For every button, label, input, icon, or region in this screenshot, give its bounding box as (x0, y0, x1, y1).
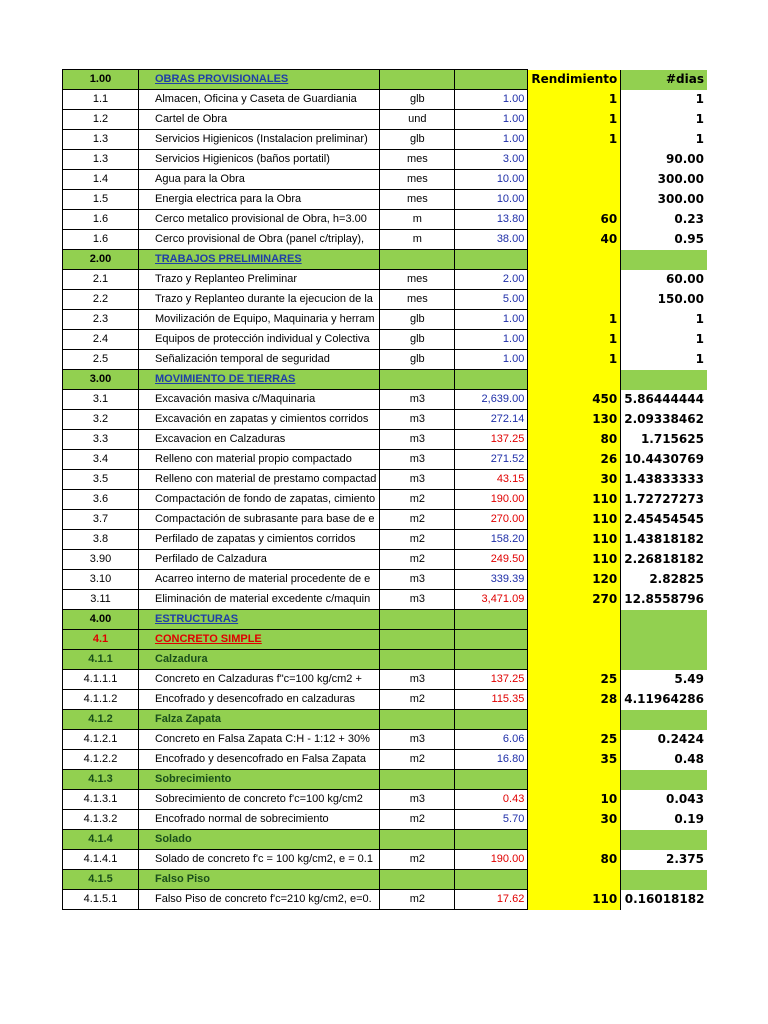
description-cell[interactable]: Perfilado de zapatas y cimientos corridos (139, 530, 380, 550)
table-row (63, 290, 708, 310)
dias-cell[interactable] (621, 770, 708, 790)
item-code-cell[interactable]: 1.3 (63, 150, 139, 170)
table-row (63, 90, 708, 110)
description-cell[interactable]: Energia electrica para la Obra (139, 190, 380, 210)
dias-cell[interactable]: 1.43818182 (624, 532, 704, 546)
dias-cell[interactable]: 0.2424 (657, 732, 704, 746)
unit-cell[interactable]: mes (380, 150, 455, 170)
header-row (63, 70, 708, 90)
dias-cell[interactable] (621, 370, 708, 390)
unit-cell[interactable]: m2 (380, 490, 455, 510)
dias-cell[interactable]: 90.00 (666, 152, 704, 166)
table-row (63, 130, 708, 150)
quantity-cell[interactable]: 115.35 (455, 690, 528, 710)
table-row (63, 210, 708, 230)
unit-cell[interactable]: mes (380, 290, 455, 310)
quantity-cell[interactable]: 13.80 (455, 210, 528, 230)
rendimiento-cell[interactable]: 270 (528, 590, 621, 610)
dias-cell[interactable] (621, 650, 708, 670)
item-code-cell[interactable]: 3.10 (63, 570, 139, 590)
rendimiento-cell[interactable]: 1 (528, 130, 621, 150)
description-cell[interactable]: Cartel de Obra (139, 110, 380, 130)
unit-cell[interactable]: m2 (380, 850, 455, 870)
dias-cell[interactable]: 0.19 (674, 812, 704, 826)
rendimiento-cell[interactable]: 110 (528, 550, 621, 570)
description-cell[interactable]: Servicios Higienicos (baños portatil) (139, 150, 380, 170)
table-row (63, 890, 708, 910)
item-code-cell[interactable]: 1.4 (63, 170, 139, 190)
quantity-cell[interactable] (455, 250, 528, 270)
rendimiento-cell[interactable] (528, 250, 621, 270)
dias-cell[interactable]: 2.375 (666, 852, 704, 866)
unit-cell[interactable] (380, 830, 455, 850)
dias-cell[interactable]: 1.72727273 (624, 492, 704, 506)
table-row (63, 150, 708, 170)
description-cell[interactable]: Cerco metalico provisional de Obra, h=3.00 (139, 210, 380, 230)
dias-cell[interactable] (621, 870, 708, 890)
item-code-cell[interactable]: 3.3 (63, 430, 139, 450)
dias-cell[interactable]: 12.8558796 (624, 592, 704, 606)
unit-cell[interactable]: glb (380, 130, 455, 150)
description-cell[interactable]: Excavacion en Calzaduras (139, 430, 380, 450)
dias-cell[interactable]: 1 (695, 332, 704, 346)
unit-cell[interactable] (380, 770, 455, 790)
unit-cell[interactable] (380, 870, 455, 890)
item-code-cell[interactable]: 2.00 (63, 250, 139, 270)
description-cell[interactable]: Compactación de fondo de zapatas, cimiento (139, 490, 380, 510)
item-code-cell[interactable]: 4.1.2.1 (63, 730, 139, 750)
quantity-cell[interactable] (455, 710, 528, 730)
dias-cell[interactable] (621, 630, 708, 650)
table-row (63, 550, 708, 570)
unit-cell[interactable]: m3 (380, 450, 455, 470)
description-cell[interactable]: Relleno con material de prestamo compactad (139, 470, 380, 490)
quantity-cell[interactable]: 1.00 (455, 110, 528, 130)
rendimiento-cell[interactable] (528, 370, 621, 390)
quantity-cell[interactable] (455, 870, 528, 890)
description-cell[interactable]: TRABAJOS PRELIMINARES (139, 250, 380, 270)
table-row (63, 790, 708, 810)
quantity-cell[interactable]: 249.50 (455, 550, 528, 570)
rendimiento-cell[interactable]: 80 (528, 850, 621, 870)
item-code-cell[interactable]: 3.7 (63, 510, 139, 530)
description-cell[interactable]: Falza Zapata (139, 710, 380, 730)
description-cell[interactable]: Concreto en Falsa Zapata C:H - 1:12 + 30% (139, 730, 380, 750)
description-cell[interactable]: Encofrado normal de sobrecimiento (139, 810, 380, 830)
rendimiento-cell[interactable]: 1 (528, 110, 621, 130)
description-cell[interactable]: Concreto en Calzaduras f"c=100 kg/cm2 + (139, 670, 380, 690)
description-cell[interactable]: MOVIMIENTO DE TIERRAS (139, 370, 380, 390)
dias-cell[interactable]: 0.23 (674, 212, 704, 226)
table-row (63, 670, 708, 690)
quantity-cell[interactable]: 339.39 (455, 570, 528, 590)
subsection-row (63, 650, 708, 670)
dias-cell[interactable]: 1.715625 (640, 432, 704, 446)
item-code-cell[interactable]: 3.00 (63, 370, 139, 390)
rendimiento-cell[interactable] (528, 650, 621, 670)
quantity-cell[interactable]: 43.15 (455, 470, 528, 490)
description-cell[interactable]: Compactación de subrasante para base de e (139, 510, 380, 530)
unit-cell[interactable]: m3 (380, 790, 455, 810)
quantity-cell[interactable]: 3.00 (455, 150, 528, 170)
item-code-cell[interactable]: 3.1 (63, 390, 139, 410)
subsection-row (63, 830, 708, 850)
quantity-cell[interactable]: 1.00 (455, 90, 528, 110)
unit-cell[interactable]: m3 (380, 410, 455, 430)
item-code-cell[interactable]: 3.4 (63, 450, 139, 470)
dias-cell[interactable]: 0.95 (674, 232, 704, 246)
quantity-cell[interactable]: 137.25 (455, 430, 528, 450)
description-cell[interactable]: Almacen, Oficina y Caseta de Guardiania (139, 90, 380, 110)
rendimiento-cell[interactable] (528, 710, 621, 730)
item-code-cell[interactable]: 2.5 (63, 350, 139, 370)
item-code-cell[interactable]: 4.1.3.1 (63, 790, 139, 810)
header-item-cell[interactable]: 1.00 (63, 70, 139, 90)
quantity-cell[interactable]: 1.00 (455, 310, 528, 330)
table-row (63, 510, 708, 530)
quantity-cell[interactable] (455, 830, 528, 850)
unit-cell[interactable] (380, 250, 455, 270)
dias-cell[interactable]: 150.00 (657, 292, 704, 306)
rendimiento-cell[interactable]: 26 (528, 450, 621, 470)
unit-cell[interactable]: m3 (380, 430, 455, 450)
dias-cell[interactable]: 4.11964286 (624, 692, 704, 706)
item-code-cell[interactable]: 4.1.4 (63, 830, 139, 850)
quantity-cell[interactable]: 1.00 (455, 330, 528, 350)
description-cell[interactable]: Trazo y Replanteo durante la ejecucion de la (139, 290, 380, 310)
dias-cell[interactable]: 1 (695, 352, 704, 366)
header-description-cell[interactable]: OBRAS PROVISIONALES (139, 70, 380, 90)
rendimiento-cell[interactable] (528, 150, 621, 170)
description-cell[interactable]: Acarreo interno de material procedente de e (139, 570, 380, 590)
description-cell[interactable]: CONCRETO SIMPLE (139, 630, 380, 650)
rendimiento-cell[interactable]: 110 (528, 530, 621, 550)
quantity-cell[interactable]: 17.62 (455, 890, 528, 910)
rendimiento-cell[interactable]: 1 (528, 90, 621, 110)
rendimiento-cell[interactable]: 35 (528, 750, 621, 770)
item-code-cell[interactable]: 1.1 (63, 90, 139, 110)
quantity-cell[interactable]: 190.00 (455, 850, 528, 870)
quantity-cell[interactable]: 38.00 (455, 230, 528, 250)
quantity-cell[interactable]: 3,471.09 (455, 590, 528, 610)
unit-cell[interactable]: m3 (380, 730, 455, 750)
rendimiento-cell[interactable]: 110 (528, 510, 621, 530)
unit-cell[interactable]: m2 (380, 510, 455, 530)
description-cell[interactable]: Cerco provisional de Obra (panel c/triplay), (139, 230, 380, 250)
rendimiento-cell[interactable]: 40 (528, 230, 621, 250)
spreadsheet-table (62, 69, 708, 910)
dias-cell[interactable] (621, 250, 708, 270)
quantity-cell[interactable]: 10.00 (455, 170, 528, 190)
quantity-cell[interactable]: 1.00 (455, 130, 528, 150)
description-cell[interactable]: Encofrado y desencofrado en calzaduras (139, 690, 380, 710)
table-row (63, 410, 708, 430)
item-code-cell[interactable]: 3.11 (63, 590, 139, 610)
quantity-cell[interactable] (455, 370, 528, 390)
rendimiento-cell[interactable]: 60 (528, 210, 621, 230)
header-qty-cell[interactable] (455, 70, 528, 90)
description-cell[interactable]: Relleno con material propio compactado (139, 450, 380, 470)
rendimiento-cell[interactable]: 130 (528, 410, 621, 430)
item-code-cell[interactable]: 4.1.3.2 (63, 810, 139, 830)
item-code-cell[interactable]: 1.2 (63, 110, 139, 130)
item-code-cell[interactable]: 3.5 (63, 470, 139, 490)
dias-cell[interactable]: 300.00 (657, 192, 704, 206)
table-row (63, 690, 708, 710)
dias-cell[interactable]: 0.48 (674, 752, 704, 766)
quantity-cell[interactable] (455, 650, 528, 670)
dias-cell[interactable]: 2.82825 (649, 572, 704, 586)
table-row (63, 570, 708, 590)
quantity-cell[interactable]: 5.00 (455, 290, 528, 310)
description-cell[interactable]: Falso Piso (139, 870, 380, 890)
unit-cell[interactable]: m2 (380, 810, 455, 830)
item-code-cell[interactable]: 2.3 (63, 310, 139, 330)
unit-cell[interactable]: glb (380, 350, 455, 370)
rendimiento-cell[interactable]: 110 (528, 490, 621, 510)
quantity-cell[interactable]: 190.00 (455, 490, 528, 510)
rendimiento-cell[interactable] (528, 770, 621, 790)
quantity-cell[interactable] (455, 630, 528, 650)
dias-cell[interactable]: 2.26818182 (624, 552, 704, 566)
unit-cell[interactable] (380, 370, 455, 390)
description-cell[interactable]: Excavación en zapatas y cimientos corridos (139, 410, 380, 430)
unit-cell[interactable]: glb (380, 310, 455, 330)
dias-cell[interactable]: 0.043 (666, 792, 704, 806)
description-cell[interactable]: Encofrado y desencofrado en Falsa Zapata (139, 750, 380, 770)
dias-cell[interactable]: 1 (695, 112, 704, 126)
item-code-cell[interactable]: 1.6 (63, 230, 139, 250)
unit-cell[interactable]: m3 (380, 470, 455, 490)
dias-cell[interactable]: 300.00 (657, 172, 704, 186)
unit-cell[interactable]: m3 (380, 390, 455, 410)
item-code-cell[interactable]: 4.1.1.1 (63, 670, 139, 690)
table-row (63, 750, 708, 770)
dias-cell[interactable]: 0.16018182 (624, 892, 705, 906)
quantity-cell[interactable]: 270.00 (455, 510, 528, 530)
item-code-cell[interactable]: 1.5 (63, 190, 139, 210)
rendimiento-cell[interactable]: 120 (528, 570, 621, 590)
description-cell[interactable]: Solado (139, 830, 380, 850)
section-row (63, 250, 708, 270)
table-row (63, 470, 708, 490)
description-cell[interactable]: Sobrecimiento de concreto f'c=100 kg/cm2 (139, 790, 380, 810)
table-row (63, 170, 708, 190)
unit-cell[interactable]: mes (380, 190, 455, 210)
rendimiento-cell[interactable]: 450 (528, 390, 621, 410)
unit-cell[interactable] (380, 710, 455, 730)
unit-cell[interactable]: m3 (380, 590, 455, 610)
description-cell[interactable]: Solado de concreto f'c = 100 kg/cm2, e = 0.1 (139, 850, 380, 870)
unit-cell[interactable]: m (380, 210, 455, 230)
quantity-cell[interactable]: 6.06 (455, 730, 528, 750)
item-code-cell[interactable]: 4.1.5 (63, 870, 139, 890)
rendimiento-cell[interactable] (528, 870, 621, 890)
rendimiento-cell[interactable]: 25 (528, 730, 621, 750)
unit-cell[interactable]: m (380, 230, 455, 250)
rendimiento-cell[interactable]: 1 (528, 330, 621, 350)
quantity-cell[interactable]: 2.00 (455, 270, 528, 290)
subsection-row (63, 710, 708, 730)
unit-cell[interactable] (380, 650, 455, 670)
table-row (63, 270, 708, 290)
dias-cell[interactable]: 5.49 (674, 672, 704, 686)
rendimiento-cell[interactable]: 1 (528, 350, 621, 370)
item-code-cell[interactable]: 3.6 (63, 490, 139, 510)
unit-cell[interactable]: glb (380, 90, 455, 110)
unit-cell[interactable]: glb (380, 330, 455, 350)
unit-cell[interactable]: mes (380, 170, 455, 190)
unit-cell[interactable]: m2 (380, 890, 455, 910)
section-row (63, 370, 708, 390)
rendimiento-cell[interactable]: 10 (528, 790, 621, 810)
unit-cell[interactable]: m2 (380, 690, 455, 710)
unit-cell[interactable]: m3 (380, 570, 455, 590)
rendimiento-cell[interactable] (528, 170, 621, 190)
table-row (63, 330, 708, 350)
rendimiento-cell[interactable]: 28 (528, 690, 621, 710)
description-cell[interactable]: Señalización temporal de seguridad (139, 350, 380, 370)
rendimiento-cell[interactable]: 25 (528, 670, 621, 690)
table-row (63, 350, 708, 370)
dias-cell[interactable] (621, 710, 708, 730)
item-code-cell[interactable]: 4.1.2.2 (63, 750, 139, 770)
quantity-cell[interactable]: 16.80 (455, 750, 528, 770)
table-row (63, 810, 708, 830)
rendimiento-cell[interactable] (528, 630, 621, 650)
description-cell[interactable]: Calzadura (139, 650, 380, 670)
item-code-cell[interactable]: 4.1.1 (63, 650, 139, 670)
dias-cell[interactable]: 2.09338462 (624, 412, 704, 426)
quantity-cell[interactable]: 5.70 (455, 810, 528, 830)
dias-cell[interactable]: 10.4430769 (624, 452, 704, 466)
description-cell[interactable]: Eliminación de material excedente c/maquin (139, 590, 380, 610)
quantity-cell[interactable] (455, 770, 528, 790)
unit-cell[interactable]: m2 (380, 550, 455, 570)
rendimiento-cell[interactable]: 110 (528, 890, 621, 910)
quantity-cell[interactable]: 10.00 (455, 190, 528, 210)
rendimiento-cell[interactable]: 30 (528, 470, 621, 490)
item-code-cell[interactable]: 4.1.2 (63, 710, 139, 730)
dias-cell[interactable]: 1 (695, 92, 704, 106)
table-row (63, 430, 708, 450)
unit-cell[interactable]: m3 (380, 670, 455, 690)
subsection-row (63, 770, 708, 790)
item-code-cell[interactable]: 4.1.3 (63, 770, 139, 790)
dias-cell[interactable]: 1.43833333 (624, 472, 704, 486)
unit-cell[interactable] (380, 610, 455, 630)
unit-cell[interactable]: und (380, 110, 455, 130)
rendimiento-cell[interactable] (528, 830, 621, 850)
table-row (63, 590, 708, 610)
description-cell[interactable]: Perfilado de Calzadura (139, 550, 380, 570)
unit-cell[interactable]: m2 (380, 530, 455, 550)
description-cell[interactable]: Equipos de protección individual y Colectiva (139, 330, 380, 350)
description-cell[interactable]: Sobrecimiento (139, 770, 380, 790)
quantity-cell[interactable]: 158.20 (455, 530, 528, 550)
table-row (63, 490, 708, 510)
item-code-cell[interactable]: 4.1.1.2 (63, 690, 139, 710)
rendimiento-cell[interactable] (528, 270, 621, 290)
description-cell[interactable]: Movilización de Equipo, Maquinaria y herram (139, 310, 380, 330)
dias-cell[interactable]: 1 (695, 312, 704, 326)
table-row (63, 390, 708, 410)
rendimiento-cell[interactable]: 30 (528, 810, 621, 830)
item-code-cell[interactable]: 4.00 (63, 610, 139, 630)
quantity-cell[interactable]: 137.25 (455, 670, 528, 690)
table-row (63, 850, 708, 870)
rendimiento-cell[interactable] (528, 190, 621, 210)
item-code-cell[interactable]: 2.1 (63, 270, 139, 290)
item-code-cell[interactable]: 3.90 (63, 550, 139, 570)
unit-cell[interactable] (380, 630, 455, 650)
description-cell[interactable]: ESTRUCTURAS (139, 610, 380, 630)
table-row (63, 190, 708, 210)
table-row (63, 730, 708, 750)
dias-cell[interactable] (621, 610, 708, 630)
description-cell[interactable]: Servicios Higienicos (Instalacion preliminar) (139, 130, 380, 150)
table-row (63, 110, 708, 130)
quantity-cell[interactable]: 0.43 (455, 790, 528, 810)
item-code-cell[interactable]: 2.4 (63, 330, 139, 350)
item-code-cell[interactable]: 4.1.5.1 (63, 890, 139, 910)
item-code-cell[interactable]: 4.1.4.1 (63, 850, 139, 870)
item-code-cell[interactable]: 1.3 (63, 130, 139, 150)
dias-cell[interactable]: 5.86444444 (624, 392, 704, 406)
description-cell[interactable]: Trazo y Replanteo Preliminar (139, 270, 380, 290)
dias-cell[interactable]: 2.45454545 (624, 512, 704, 526)
description-cell[interactable]: Falso Piso de concreto f'c=210 kg/cm2, e=0. (139, 890, 380, 910)
table-row (63, 310, 708, 330)
dias-cell[interactable]: 60.00 (666, 272, 704, 286)
quantity-cell[interactable]: 272.14 (455, 410, 528, 430)
rendimiento-cell[interactable] (528, 610, 621, 630)
dias-header-cell[interactable]: #dias (621, 70, 708, 90)
table-row (63, 450, 708, 470)
item-code-cell[interactable]: 3.2 (63, 410, 139, 430)
section-row (63, 610, 708, 630)
header-unit-cell[interactable] (380, 70, 455, 90)
unit-cell[interactable]: mes (380, 270, 455, 290)
quantity-cell[interactable]: 271.52 (455, 450, 528, 470)
dias-cell[interactable] (621, 830, 708, 850)
item-code-cell[interactable]: 3.8 (63, 530, 139, 550)
rendimiento-header-cell[interactable]: Rendimiento (528, 70, 621, 90)
item-code-cell[interactable]: 1.6 (63, 210, 139, 230)
dias-cell[interactable]: 1 (695, 132, 704, 146)
table-row (63, 530, 708, 550)
rendimiento-cell[interactable]: 1 (528, 310, 621, 330)
unit-cell[interactable]: m2 (380, 750, 455, 770)
description-cell[interactable]: Excavación masiva c/Maquinaria (139, 390, 380, 410)
rendimiento-cell[interactable] (528, 290, 621, 310)
quantity-cell[interactable]: 2,639.00 (455, 390, 528, 410)
item-code-cell[interactable]: 2.2 (63, 290, 139, 310)
quantity-cell[interactable]: 1.00 (455, 350, 528, 370)
table-row (63, 230, 708, 250)
section-row (63, 630, 708, 650)
subsection-row (63, 870, 708, 890)
quantity-cell[interactable] (455, 610, 528, 630)
description-cell[interactable]: Agua para la Obra (139, 170, 380, 190)
rendimiento-cell[interactable]: 80 (528, 430, 621, 450)
item-code-cell[interactable]: 4.1 (63, 630, 139, 650)
